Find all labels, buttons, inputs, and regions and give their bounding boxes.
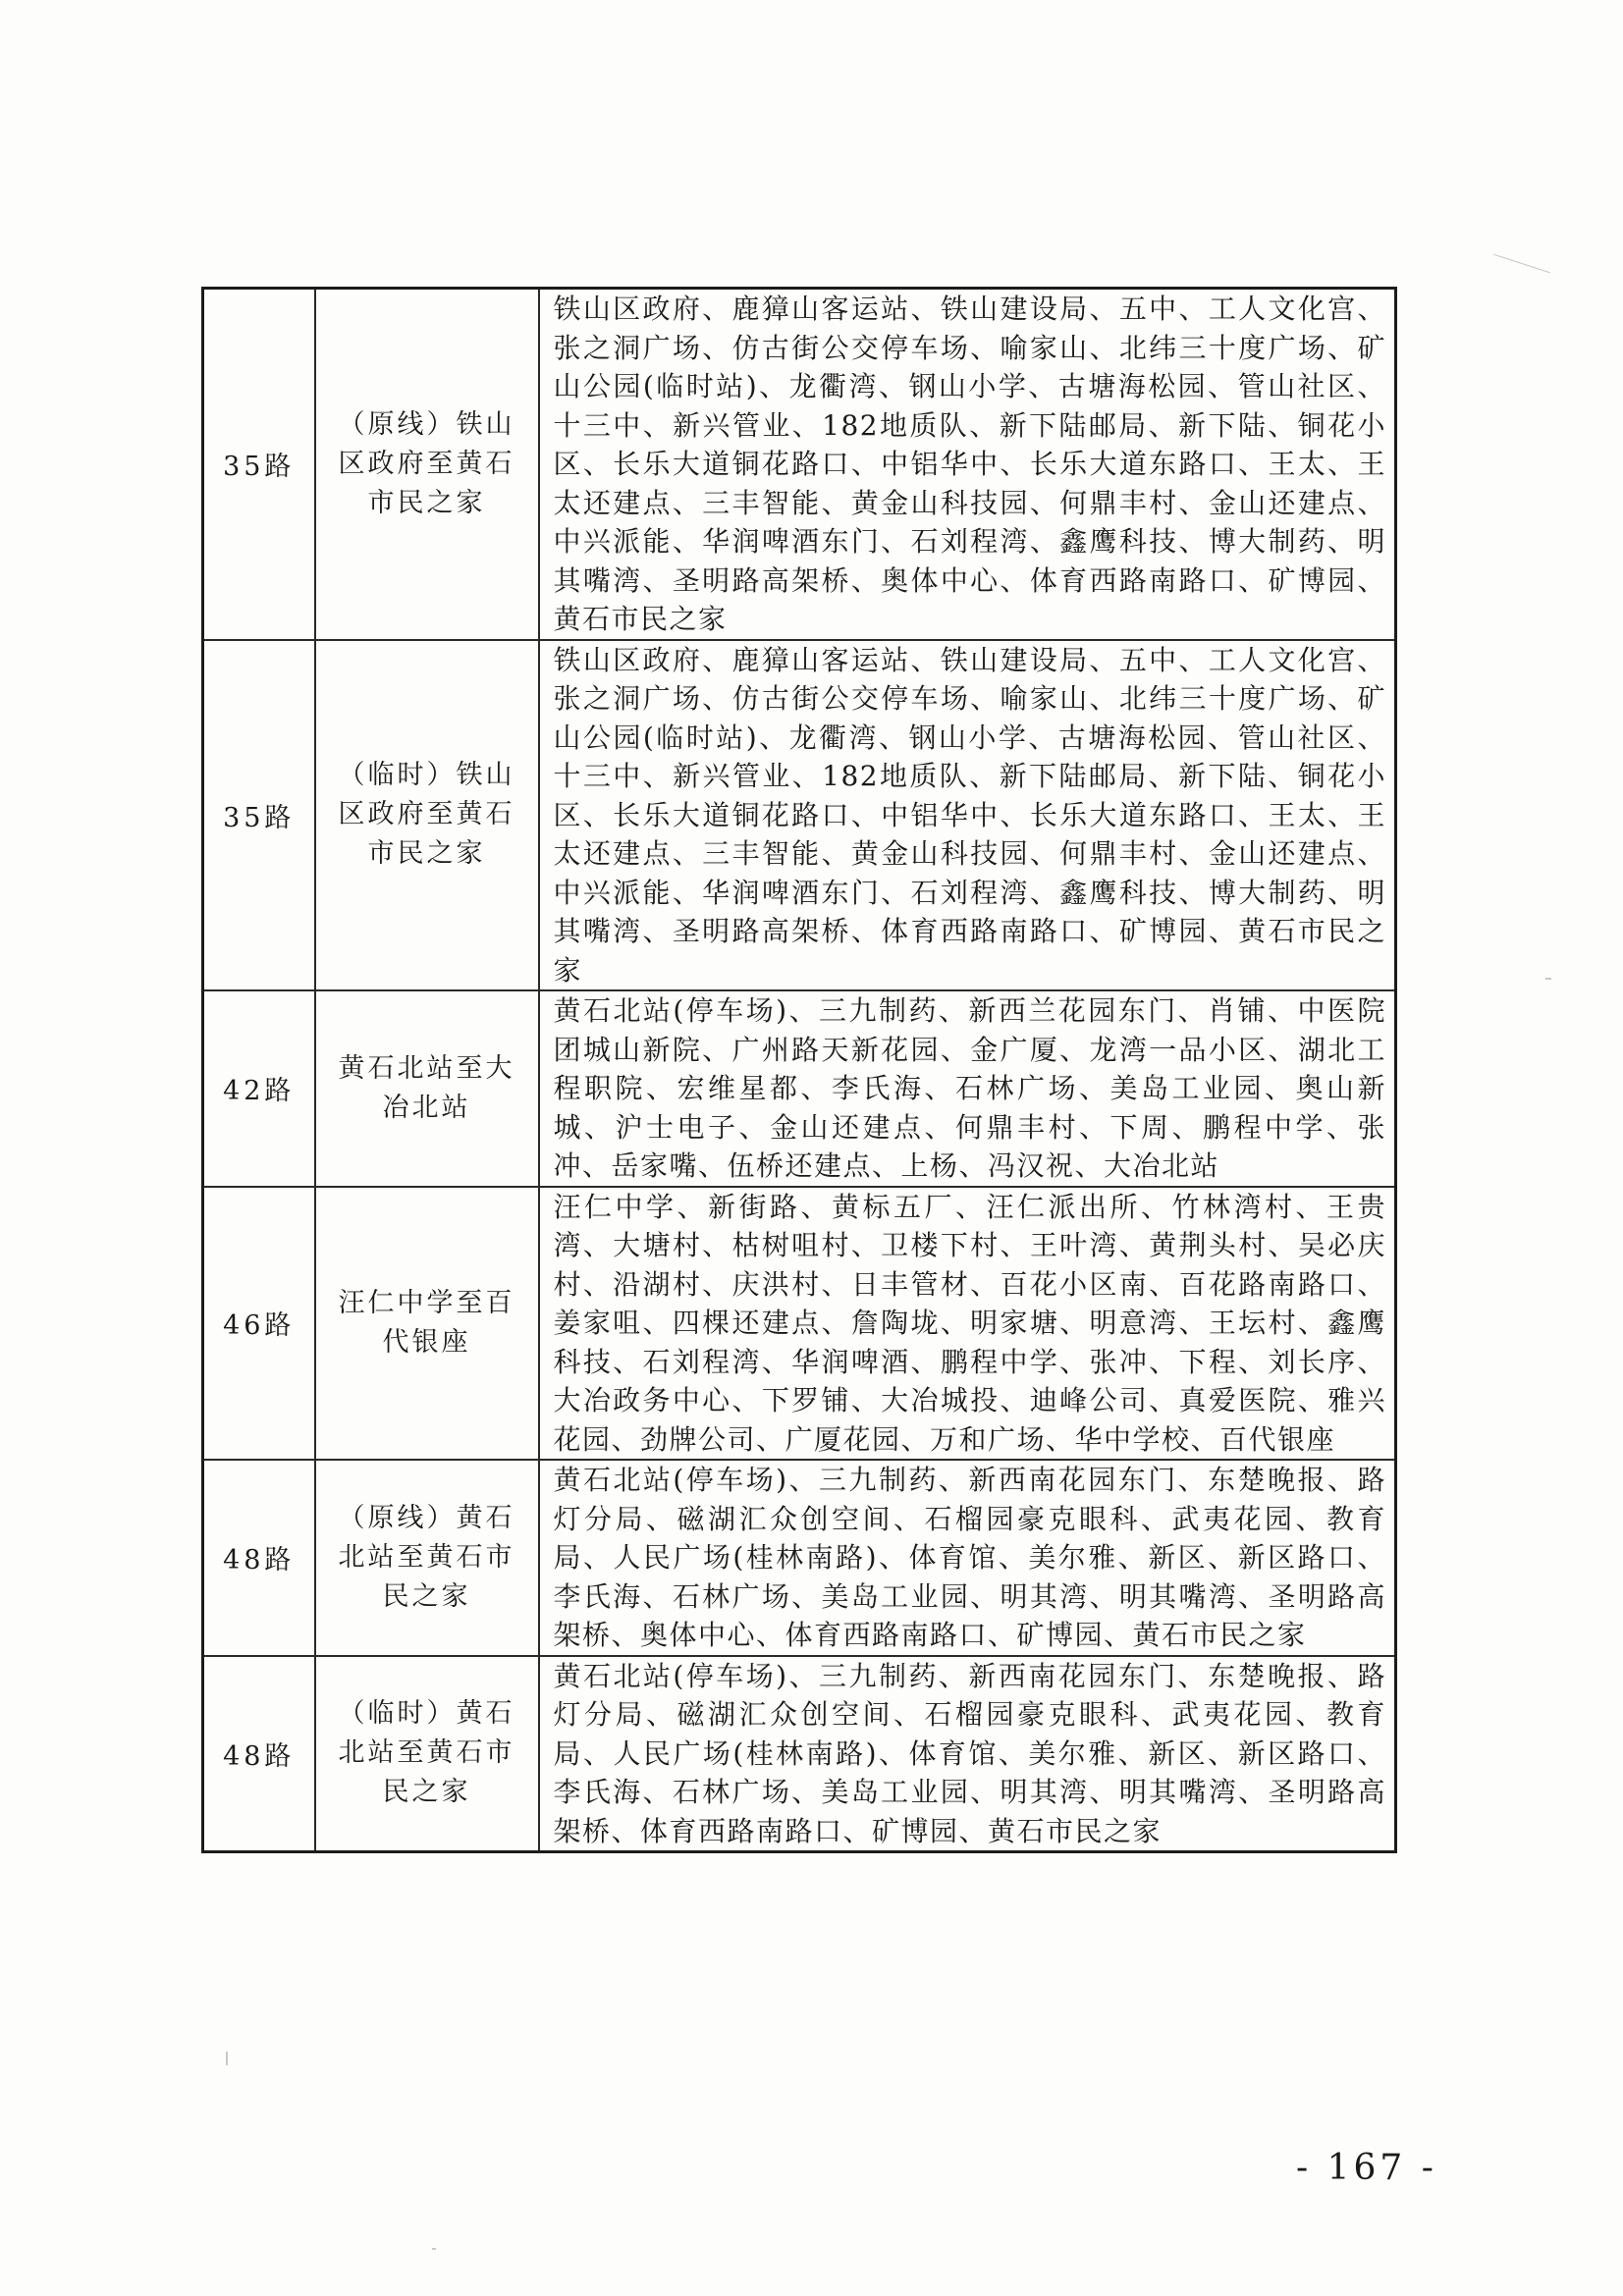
route-number: 42路 <box>203 990 315 1187</box>
table-row <box>203 1656 1396 1852</box>
table-row <box>203 1187 1396 1461</box>
scan-speck <box>1493 254 1549 273</box>
route-name: （原线）黄石北站至黄石市民之家 <box>315 1460 539 1656</box>
route-name: （临时）铁山区政府至黄石市民之家 <box>315 640 539 991</box>
route-name: 黄石北站至大冶北站 <box>315 990 539 1187</box>
route-number: 35路 <box>203 289 315 640</box>
route-name: （原线）铁山区政府至黄石市民之家 <box>315 289 539 640</box>
table-row <box>203 1460 1396 1656</box>
page-number: - 167 - <box>1296 2148 1437 2188</box>
table-row <box>203 990 1396 1187</box>
table-row <box>203 640 1396 991</box>
route-number: 35路 <box>203 640 315 991</box>
route-stops: 黄石北站(停车场)、三九制药、新西南花园东门、东楚晚报、路灯分局、磁湖汇众创空间、石榴园豪克眼科、武夷花园、教育局、人民广场(桂林南路)、体育馆、美尔雅、新区、新区路口、李氏海、石林广场、美岛工业园、明其湾、明其嘴湾、圣明路高架桥、奥体中心、体育西路南路口、矿博园、黄石市民之家 <box>539 1460 1396 1656</box>
route-stops: 黄石北站(停车场)、三九制药、新西南花园东门、东楚晚报、路灯分局、磁湖汇众创空间、石榴园豪克眼科、武夷花园、教育局、人民广场(桂林南路)、体育馆、美尔雅、新区、新区路口、李氏海、石林广场、美岛工业园、明其湾、明其嘴湾、圣明路高架桥、体育西路南路口、矿博园、黄石市民之家 <box>539 1656 1396 1852</box>
route-name: 汪仁中学至百代银座 <box>315 1187 539 1461</box>
scan-speck <box>1545 978 1551 980</box>
scan-speck <box>432 2248 436 2250</box>
route-number: 46路 <box>203 1187 315 1461</box>
route-number: 48路 <box>203 1656 315 1852</box>
route-number: 48路 <box>203 1460 315 1656</box>
scan-speck <box>226 2052 228 2065</box>
route-stops: 铁山区政府、鹿獐山客运站、铁山建设局、五中、工人文化宫、张之洞广场、仿古街公交停车场、喻家山、北纬三十度广场、矿山公园(临时站)、龙衢湾、钢山小学、古塘海松园、管山社区、十三中、新兴管业、182地质队、新下陆邮局、新下陆、铜花小区、长乐大道铜花路口、中铝华中、长乐大道东路口、王太、王太还建点、三丰智能、黄金山科技园、何鼎丰村、金山还建点、中兴派能、华润啤酒东门、石刘程湾、鑫鹰科技、博大制药、明其嘴湾、圣明路高架桥、奥体中心、体育西路南路口、矿博园、黄石市民之家 <box>539 289 1396 640</box>
route-stops: 黄石北站(停车场)、三九制药、新西兰花园东门、肖铺、中医院团城山新院、广州路天新花园、金广厦、龙湾一品小区、湖北工程职院、宏维星都、李氏海、石林广场、美岛工业园、奥山新城、沪士电子、金山还建点、何鼎丰村、下周、鹏程中学、张冲、岳家嘴、伍桥还建点、上杨、冯汉祝、大冶北站 <box>539 990 1396 1187</box>
route-table <box>201 287 1397 1853</box>
route-stops: 铁山区政府、鹿獐山客运站、铁山建设局、五中、工人文化宫、张之洞广场、仿古街公交停车场、喻家山、北纬三十度广场、矿山公园(临时站)、龙衢湾、钢山小学、古塘海松园、管山社区、十三中、新兴管业、182地质队、新下陆邮局、新下陆、铜花小区、长乐大道铜花路口、中铝华中、长乐大道东路口、王太、王太还建点、三丰智能、黄金山科技园、何鼎丰村、金山还建点、中兴派能、华润啤酒东门、石刘程湾、鑫鹰科技、博大制药、明其嘴湾、圣明路高架桥、体育西路南路口、矿博园、黄石市民之家 <box>539 640 1396 991</box>
route-stops: 汪仁中学、新街路、黄标五厂、汪仁派出所、竹林湾村、王贵湾、大塘村、枯树咀村、卫楼下村、王叶湾、黄荆头村、吴必庆村、沿湖村、庆洪村、日丰管材、百花小区南、百花路南路口、姜家咀、四棵还建点、詹陶垅、明家塘、明意湾、王坛村、鑫鹰科技、石刘程湾、华润啤酒、鹏程中学、张冲、下程、刘长序、大冶政务中心、下罗铺、大冶城投、迪峰公司、真爱医院、雅兴花园、劲牌公司、广厦花园、万和广场、华中学校、百代银座 <box>539 1187 1396 1461</box>
table-row <box>203 289 1396 640</box>
route-name: （临时）黄石北站至黄石市民之家 <box>315 1656 539 1852</box>
